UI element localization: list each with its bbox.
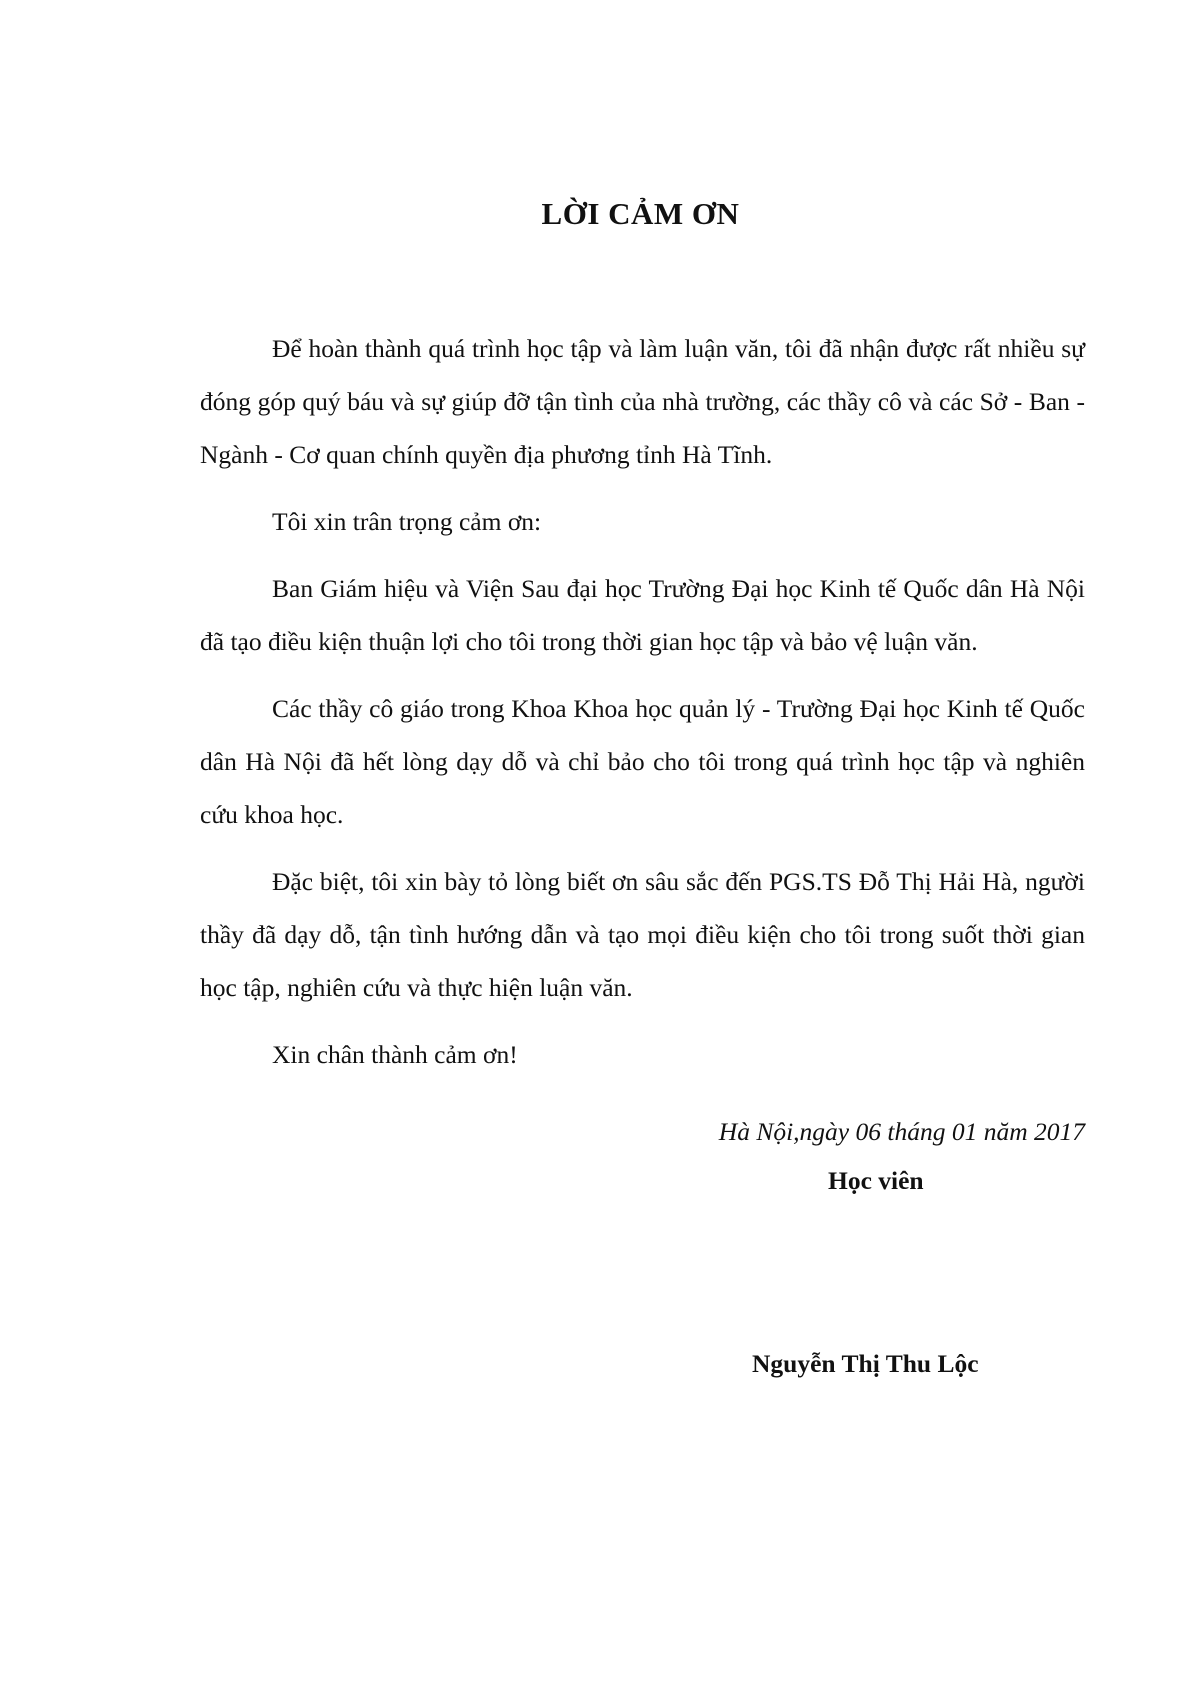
paragraph: Đặc biệt, tôi xin bày tỏ lòng biết ơn sâu sắc đến PGS.TS Đỗ Thị Hải Hà, người thầy đã dạy dỗ, tận tình hướng dẫn và tạo mọi điều kiện cho tôi trong suốt thời gian học tập, nghiên cứu và thực hiện luận văn.	[200, 867, 1085, 1002]
paragraph: Xin chân thành cảm ơn!	[272, 1040, 518, 1069]
page-title: LỜI CẢM ƠN	[541, 196, 740, 231]
paragraph: Tôi xin trân trọng cảm ơn:	[272, 507, 542, 536]
acknowledgement-body	[200, 322, 1085, 1081]
paragraph: Để hoàn thành quá trình học tập và làm luận văn, tôi đã nhận được rất nhiều sự đóng góp quý báu và sự giúp đỡ tận tình của nhà trường, các thầy cô và các Sở - Ban - Ngành - Cơ quan chính quyền địa phương tỉnh Hà Tĩnh.	[200, 334, 1085, 469]
signer-role: Học viên	[828, 1166, 924, 1195]
place-date-line: Hà Nội,ngày 06 tháng 01 năm 2017	[718, 1117, 1085, 1146]
paragraph: Các thầy cô giáo trong Khoa Khoa học quản lý - Trường Đại học Kinh tế Quốc dân Hà Nội đã hết lòng dạy dỗ và chỉ bảo cho tôi trong quá trình học tập và nghiên cứu khoa học.	[200, 694, 1085, 829]
signer-name: Nguyễn Thị Thu Lộc	[752, 1349, 979, 1378]
paragraph: Ban Giám hiệu và Viện Sau đại học Trường Đại học Kinh tế Quốc dân Hà Nội đã tạo điều kiện thuận lợi cho tôi trong thời gian học tập và bảo vệ luận văn.	[200, 574, 1085, 656]
